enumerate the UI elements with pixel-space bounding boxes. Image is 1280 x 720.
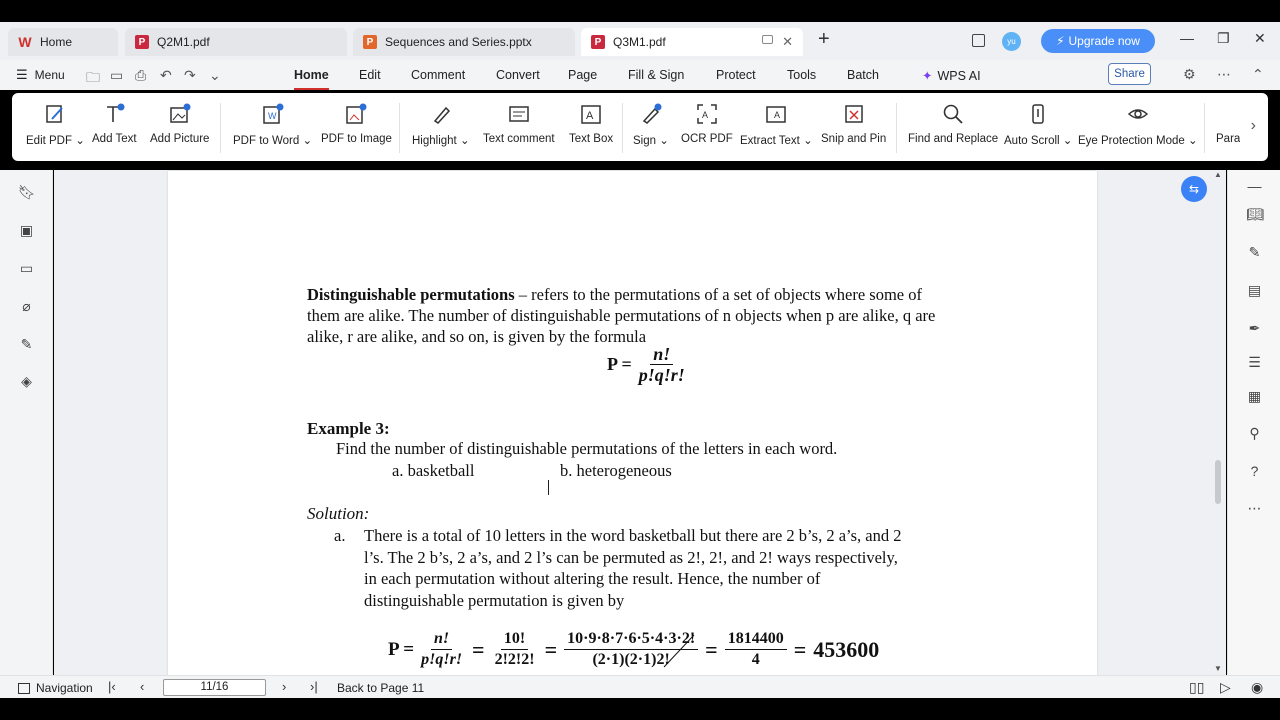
example-title: Example 3: xyxy=(307,419,390,438)
ribbon-divider xyxy=(399,103,400,153)
vertical-scrollbar[interactable] xyxy=(1213,170,1225,675)
ocr-icon xyxy=(695,101,719,127)
tab-q2m1[interactable] xyxy=(125,28,347,56)
lightning-icon: ⚡ xyxy=(1056,34,1065,48)
calc-num-4: 1814400 xyxy=(725,629,787,650)
tab-home-label: Home xyxy=(40,35,73,49)
edit-pdf-icon xyxy=(43,101,67,127)
add-picture-button[interactable] xyxy=(150,101,209,157)
last-page-icon[interactable]: ›| xyxy=(310,679,318,694)
definition-line-2: them are alike. The number of distinguishable permutations of n objects when p are alike, q are xyxy=(307,306,936,325)
left-sidebar xyxy=(0,170,53,675)
snip-and-pin-button[interactable] xyxy=(821,101,886,157)
tab-label: Sequences and Series.pptx xyxy=(385,35,532,49)
add-text-icon xyxy=(102,101,126,127)
settings-gear-icon[interactable]: ⚙ xyxy=(1183,66,1196,82)
close-window-button[interactable]: ✕ xyxy=(1254,30,1266,46)
tab-label: Q2M1.pdf xyxy=(157,35,210,49)
ribbon-label: Highlight ⌄ xyxy=(412,135,470,147)
previous-page-icon[interactable]: ‹ xyxy=(140,679,145,694)
ribbon-divider xyxy=(1204,103,1205,153)
formula-lhs: P = xyxy=(607,354,632,374)
close-tab-icon[interactable]: ✕ xyxy=(782,34,793,49)
ribbon-label: Para xyxy=(1216,133,1240,145)
ribbon-label: PDF to Word ⌄ xyxy=(233,135,313,147)
collapse-ribbon-icon[interactable]: ⌃ xyxy=(1252,66,1264,82)
solution-line-1: There is a total of 10 letters in the word basketball but there are 2 b’s, 2 a’s, and 2 xyxy=(364,526,902,545)
eye-view-icon[interactable]: ◉ xyxy=(1251,679,1264,695)
calc-num-3: 10·9·8·7·6·5·4·3·2! xyxy=(564,629,698,650)
share-button[interactable]: Share xyxy=(1108,63,1151,85)
equals-sign: = xyxy=(793,636,807,662)
find-and-replace-button[interactable] xyxy=(908,101,998,157)
definition-line-3: alike, r are alike, and so on, is given by the formula xyxy=(307,327,647,346)
para-icon xyxy=(1216,101,1240,127)
extract-text-icon xyxy=(764,101,788,127)
page-number-input[interactable]: 11/16 xyxy=(163,679,266,696)
definition-rest: – refers to the permutations of a set of objects where some of xyxy=(514,285,922,304)
menu-tab-home[interactable]: Home xyxy=(294,68,329,82)
calc-fraction-2 xyxy=(492,629,538,670)
sparkle-icon: ✦ xyxy=(922,69,933,83)
ribbon-label: Snip and Pin xyxy=(821,133,887,145)
scroll-up-icon[interactable]: ▲ xyxy=(1214,170,1222,179)
play-icon[interactable]: ▷ xyxy=(1220,679,1231,695)
search-icon xyxy=(941,101,965,127)
highlight-icon xyxy=(429,101,453,127)
example-text: Find the number of distinguishable permutations of the letters in each word. xyxy=(336,439,838,458)
save-icon[interactable]: ▭ xyxy=(110,67,124,83)
snip-icon xyxy=(842,101,866,127)
menu-tab-page[interactable]: Page xyxy=(568,68,598,82)
ribbon-divider xyxy=(896,103,897,153)
thumbnail-icon[interactable]: ▣ xyxy=(19,222,34,238)
calc-result: 453600 xyxy=(813,636,880,662)
ribbon-label: Text Box xyxy=(569,133,614,145)
tab-label: Q3M1.pdf xyxy=(613,35,666,49)
add-picture-icon xyxy=(168,101,192,127)
main-menu-button[interactable] xyxy=(16,67,65,83)
equals-sign: = xyxy=(472,636,485,662)
attachment-icon[interactable]: ⌀ xyxy=(22,298,31,314)
chevron-down-icon[interactable]: ⌄ xyxy=(209,67,221,83)
document-icon[interactable]: ▤ xyxy=(1247,282,1262,298)
menu-tab-fill-sign[interactable]: Fill & Sign xyxy=(628,68,685,82)
pdf-to-word-icon xyxy=(261,101,285,127)
list-icon[interactable]: ☰ xyxy=(1248,354,1261,370)
calc-den-4: 4 xyxy=(751,651,760,668)
svg-text:W: W xyxy=(267,111,277,121)
menu-tab-comment[interactable]: Comment xyxy=(411,68,466,82)
open-folder-icon[interactable]: 🗀 xyxy=(86,69,100,85)
top-black-band xyxy=(0,0,1280,22)
minimize-button[interactable]: — xyxy=(1180,30,1194,46)
tab-sequences-series[interactable] xyxy=(353,28,575,56)
tab-home[interactable] xyxy=(8,28,118,56)
ribbon-divider xyxy=(220,103,221,153)
equals-sign: = xyxy=(544,636,558,662)
highlight-button[interactable] xyxy=(412,101,470,157)
bottom-black-band xyxy=(0,698,1280,720)
ribbon-label: OCR PDF xyxy=(681,133,733,145)
search-icon[interactable]: ⚲ xyxy=(1249,425,1260,441)
ribbon-label: Extract Text ⌄ xyxy=(740,135,813,147)
pdf-to-image-icon xyxy=(344,101,368,127)
wps-ai-button[interactable] xyxy=(922,68,981,83)
ribbon-label: Text comment xyxy=(483,133,555,145)
solution-marker: a. xyxy=(334,526,346,545)
text-box-icon xyxy=(579,101,603,127)
menu-tab-protect[interactable]: Protect xyxy=(716,68,756,82)
solution-line-2: l’s. The 2 b’s, 2 a’s, and 2 l’s can be permuted as 2!, 2!, and 2! ways respectively, xyxy=(364,548,898,567)
add-text-button[interactable] xyxy=(92,101,137,157)
read-mode-icon[interactable]: 📖︎ xyxy=(1246,206,1264,222)
text-cursor xyxy=(548,480,552,495)
sign-button[interactable] xyxy=(633,101,669,157)
option-a: a. basketball xyxy=(392,461,475,480)
hamburger-icon: ☰ xyxy=(16,67,28,82)
text-box-button[interactable] xyxy=(569,101,613,157)
formula-denominator: p!q!r! xyxy=(638,365,685,385)
ribbon-label: Sign ⌄ xyxy=(633,135,669,147)
menu-tab-edit[interactable]: Edit xyxy=(359,68,381,82)
definition-term: Distinguishable permutations xyxy=(307,285,515,304)
definition-line-1 xyxy=(307,284,922,305)
maximize-button[interactable]: ❐ xyxy=(1217,30,1230,46)
calc-fraction-1 xyxy=(418,629,465,670)
calc-lhs: P = xyxy=(388,638,415,660)
formula-fraction xyxy=(636,344,688,385)
edit-pdf-button[interactable] xyxy=(26,101,85,157)
navigation-toggle[interactable] xyxy=(18,681,93,695)
extract-text-button[interactable] xyxy=(740,101,813,157)
calc-num-1: n! xyxy=(431,629,452,650)
scrollbar-thumb[interactable] xyxy=(1215,460,1221,504)
wps-logo-icon: W xyxy=(18,34,32,50)
ribbon-label: Add Picture xyxy=(150,133,210,145)
help-icon[interactable]: ? xyxy=(1250,463,1259,479)
text-comment-button[interactable] xyxy=(483,101,555,157)
signature-icon[interactable]: ✎ xyxy=(20,336,33,352)
option-b: b. heterogeneous xyxy=(560,461,672,480)
auto-scroll-button[interactable] xyxy=(1004,101,1072,157)
new-tab-button[interactable]: + xyxy=(818,28,830,50)
avatar[interactable]: yu xyxy=(1002,32,1021,51)
menu-bar xyxy=(0,60,1280,90)
ribbon-label: Edit PDF ⌄ xyxy=(26,135,85,147)
svg-text:A: A xyxy=(586,110,594,122)
navigation-pane-icon xyxy=(18,683,30,694)
ribbon-divider xyxy=(622,103,623,153)
print-icon[interactable]: ⎙ xyxy=(135,67,147,83)
eye-protection-button[interactable] xyxy=(1078,101,1198,157)
calc-num-2: 10! xyxy=(501,629,528,650)
scroll-down-icon[interactable]: ▼ xyxy=(1214,664,1222,673)
redo-icon[interactable]: ↷ xyxy=(184,67,196,83)
menu-tab-convert[interactable]: Convert xyxy=(496,68,540,82)
next-page-icon[interactable]: › xyxy=(282,679,287,694)
sign-icon xyxy=(639,101,663,127)
tab-q3m1-active[interactable] xyxy=(581,28,803,56)
permutation-formula xyxy=(607,344,688,385)
back-to-page-link[interactable]: Back to Page 11 xyxy=(337,681,425,695)
ocr-pdf-button[interactable] xyxy=(681,101,733,157)
more-options-icon[interactable]: ⋯ xyxy=(1217,66,1231,82)
ribbon-label: PDF to Image xyxy=(321,133,392,145)
cancel-strike-mark xyxy=(658,631,698,671)
text-comment-icon xyxy=(507,101,531,127)
book-view-icon[interactable]: ▯▯ xyxy=(1189,679,1205,695)
menu-label: Menu xyxy=(34,68,65,82)
pdf-file-icon: P xyxy=(591,35,605,49)
table-icon[interactable]: ▦ xyxy=(1247,388,1262,404)
eye-icon xyxy=(1126,101,1150,127)
translate-float-icon[interactable]: ⇆ xyxy=(1181,176,1207,202)
upgrade-button[interactable] xyxy=(1041,29,1155,53)
bookmark-icon[interactable]: 🔖︎ xyxy=(18,184,36,200)
ribbon-label: Eye Protection Mode ⌄ xyxy=(1078,135,1198,147)
pdf-file-icon: P xyxy=(135,35,149,49)
svg-text:A: A xyxy=(701,110,708,120)
comment-icon[interactable]: ▭ xyxy=(19,260,34,276)
calc-fraction-3 xyxy=(564,629,698,670)
ribbon-label: Find and Replace xyxy=(908,133,999,145)
more-icon[interactable]: ⋯ xyxy=(1247,500,1262,516)
auto-scroll-icon xyxy=(1026,101,1050,127)
solution-title: Solution: xyxy=(307,504,370,523)
pdf-to-word-button[interactable] xyxy=(233,101,312,157)
calc-fraction-4 xyxy=(725,629,787,670)
svg-text:A: A xyxy=(774,110,781,120)
upgrade-label: Upgrade now xyxy=(1068,34,1140,48)
solution-line-3: in each permutation without altering the result. Hence, the number of xyxy=(364,569,821,588)
menu-tab-tools[interactable]: Tools xyxy=(787,68,817,82)
ribbon-label: Add Text xyxy=(92,133,137,145)
status-bar xyxy=(0,675,1280,698)
pptx-file-icon: P xyxy=(363,35,377,49)
first-page-icon[interactable]: |‹ xyxy=(108,679,116,694)
pdf-to-image-button[interactable] xyxy=(321,101,392,157)
pen-icon[interactable]: ✒ xyxy=(1248,320,1261,336)
menu-tab-batch[interactable]: Batch xyxy=(847,68,879,82)
calc-den-3: (2·1)(2·1)2! xyxy=(592,651,670,668)
undo-icon[interactable]: ↶ xyxy=(160,67,172,83)
calc-den-2: 2!2!2! xyxy=(494,651,535,668)
solution-line-4: distinguishable permutation is given by xyxy=(364,591,625,610)
wps-ai-label: WPS AI xyxy=(937,69,981,83)
calc-den-1: p!q!r! xyxy=(421,651,463,668)
ribbon-toolbar xyxy=(12,93,1268,161)
formula-numerator: n! xyxy=(650,344,673,365)
layers-icon[interactable]: ◈ xyxy=(21,373,32,389)
equals-sign: = xyxy=(705,636,718,662)
chevron-right-icon[interactable]: › xyxy=(1250,117,1256,134)
calculation-formula xyxy=(388,629,879,670)
ribbon-label: Auto Scroll ⌄ xyxy=(1004,135,1073,147)
right-sidebar xyxy=(1227,170,1280,675)
paragraph-button[interactable] xyxy=(1216,101,1240,157)
collapse-line-icon[interactable]: — xyxy=(1247,178,1262,194)
tab-float-icon[interactable] xyxy=(762,35,773,44)
edit-note-icon[interactable]: ✎ xyxy=(1248,244,1261,260)
navigation-label: Navigation xyxy=(36,681,93,695)
window-layout-icon[interactable] xyxy=(972,34,985,47)
